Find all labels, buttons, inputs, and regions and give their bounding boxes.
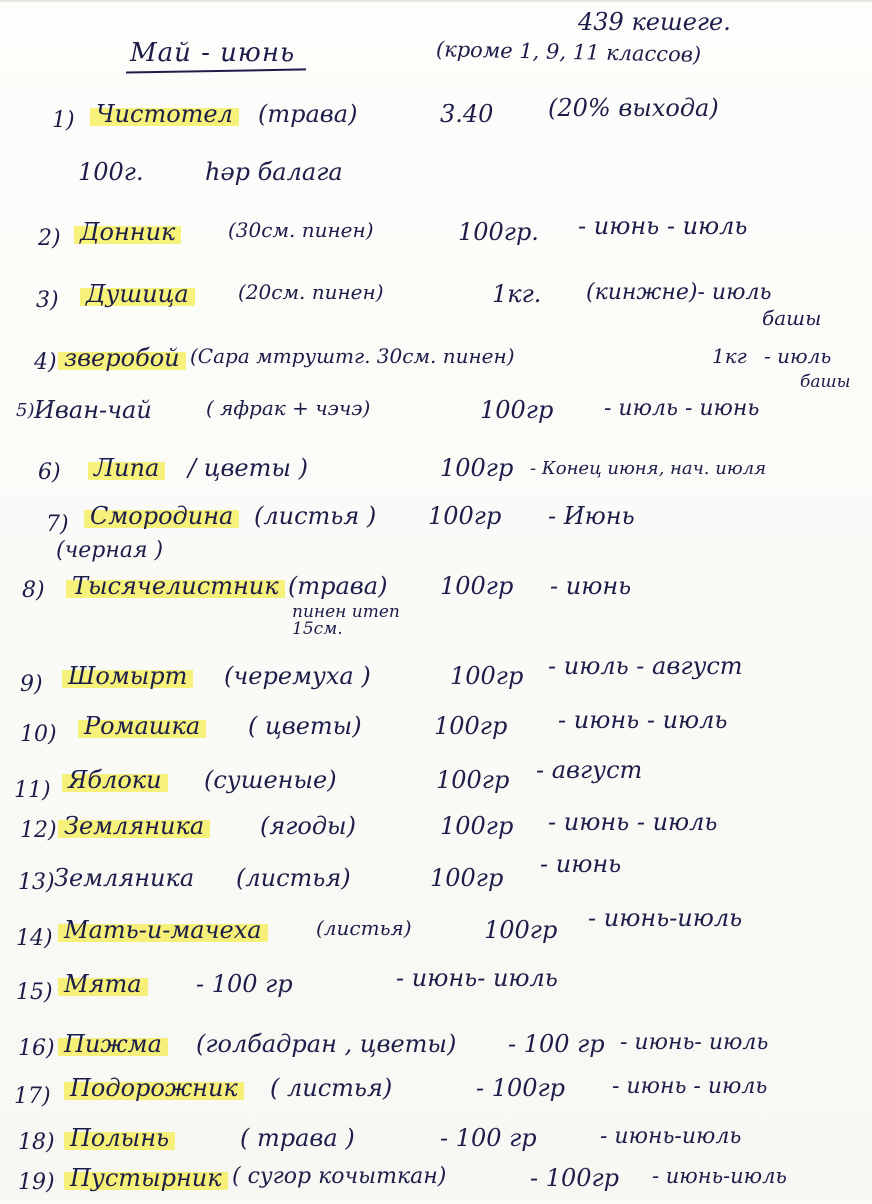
item-number: 19) — [18, 1170, 55, 1195]
collection-period: - июнь- июль — [396, 964, 558, 992]
collection-period: - июль - июнь — [604, 396, 760, 421]
list-item — [0, 212, 872, 258]
item-number: 5) — [16, 400, 35, 421]
item-number: 4) — [34, 350, 57, 375]
plant-name: Мята — [58, 970, 148, 998]
collection-period: - Июнь — [548, 502, 635, 530]
classes-note: (кроме 1, 9, 11 классов) — [435, 37, 702, 67]
plant-part: ( трава ) — [240, 1124, 355, 1152]
plant-part: (сушеные) — [204, 766, 337, 794]
plant-name: Мать-и-мачеха — [58, 916, 268, 944]
amount: 1кг — [712, 344, 747, 368]
collection-period: - июнь-июль — [600, 1124, 742, 1149]
plant-name: Земляника — [54, 864, 195, 892]
collection-period: - июнь - июль — [578, 212, 748, 240]
collection-period: - июнь-июль — [588, 904, 743, 932]
note-text: 100г. — [78, 158, 144, 186]
collection-period: - июнь - июль — [548, 808, 718, 836]
list-item — [0, 652, 872, 702]
plant-part: (30см. пинен) — [228, 218, 374, 242]
item-number: 14) — [16, 926, 53, 951]
list-item — [0, 454, 872, 494]
plant-part: (листья) — [236, 864, 351, 892]
item-number: 18) — [18, 1130, 55, 1155]
list-item — [0, 344, 872, 392]
plant-name: Пустырник — [64, 1164, 228, 1192]
list-item — [0, 1124, 872, 1164]
plant-name: Земляника — [58, 812, 210, 840]
list-item — [0, 756, 872, 806]
collection-period: - Конец июня, нач. июля — [530, 458, 767, 479]
collection-period: - июль - август — [548, 652, 743, 680]
plant-name: Пижма — [58, 1030, 168, 1058]
plant-name: Полынь — [64, 1124, 175, 1152]
amount: 100гр — [428, 502, 502, 530]
amount: - 100гр — [530, 1164, 620, 1192]
plant-variety-note: (черная ) — [56, 538, 164, 563]
plant-name: Душица — [80, 280, 195, 308]
plant-name: Шомырт — [62, 662, 193, 690]
item-number: 6) — [38, 460, 61, 485]
item-number: 1) — [52, 108, 75, 133]
amount: 100гр — [436, 766, 510, 794]
collection-period: - июнь-июль — [652, 1164, 787, 1188]
list-item — [0, 502, 872, 563]
amount: - 100гр — [476, 1074, 566, 1102]
amount: - 100 гр — [440, 1124, 537, 1152]
collection-period: - август — [536, 756, 643, 784]
list-item — [0, 94, 872, 140]
list-item-continuation — [0, 158, 872, 198]
plant-part: / цветы ) — [188, 454, 308, 482]
item-number: 9) — [20, 672, 43, 697]
cutting-note: пинен итеп 15см. — [292, 602, 400, 639]
plant-name: Иван-чай — [34, 396, 152, 424]
list-item — [0, 808, 872, 852]
plant-part: (трава) — [258, 100, 358, 128]
amount: 100гр — [440, 572, 514, 600]
amount: 100гр — [430, 864, 504, 892]
collection-period: (кинжне)- июль — [586, 280, 772, 305]
list-item — [0, 396, 872, 436]
collection-period: - июнь- июль — [620, 1030, 769, 1055]
plant-part: ( листья) — [270, 1074, 393, 1102]
item-number: 10) — [20, 722, 57, 747]
note-text: һәр балага — [205, 158, 343, 186]
amount: 3.40 — [440, 100, 494, 128]
plant-name: Тысячелистник — [66, 572, 285, 600]
plant-name: Яблоки — [62, 766, 168, 794]
collection-period-note: башы — [762, 306, 822, 330]
item-number: 16) — [18, 1036, 55, 1061]
collection-period: - июль — [764, 344, 832, 368]
list-item — [0, 280, 872, 330]
item-number: 8) — [22, 578, 45, 603]
list-item — [0, 1164, 872, 1204]
amount: 100гр — [434, 712, 508, 740]
amount: 100гр — [440, 454, 514, 482]
collection-period: - июнь - июль — [558, 706, 728, 734]
plant-part: (листья ) — [254, 502, 377, 530]
plant-name: Липа — [88, 454, 165, 482]
collection-period: - июнь — [540, 850, 622, 878]
amount: 100гр. — [458, 218, 539, 246]
item-number: 3) — [36, 288, 59, 313]
total-count-note: 439 кешеге. — [578, 8, 731, 36]
plant-name: Чистотел — [90, 100, 239, 128]
collection-period: - июнь - июль — [612, 1074, 768, 1099]
item-number: 17) — [14, 1084, 51, 1109]
plant-part: ( сугор кочыткан) — [232, 1164, 447, 1189]
plant-name: Ромашка — [78, 712, 206, 740]
yield-note: (20% выхода) — [548, 94, 719, 122]
item-number: 2) — [38, 226, 61, 251]
plant-name: Донник — [74, 218, 181, 246]
list-item — [0, 572, 872, 639]
item-number: 13) — [18, 870, 55, 895]
collection-period-note: башы — [800, 372, 851, 392]
list-item — [0, 706, 872, 752]
amount: 1кг. — [492, 280, 542, 308]
plant-part: (Сара мтруштг. 30см. пинен) — [190, 344, 515, 368]
plant-part: (черемуха ) — [224, 662, 371, 690]
item-number: 15) — [16, 980, 53, 1005]
list-item — [0, 1030, 872, 1070]
plant-part: ( яфрак + чэчэ) — [206, 396, 371, 420]
plant-name: Подорожник — [64, 1074, 244, 1102]
plant-part: (ягоды) — [260, 812, 356, 840]
amount: 100гр — [440, 812, 514, 840]
list-item — [0, 904, 872, 956]
amount: - 100 гр — [508, 1030, 605, 1058]
plant-name: Смородина — [84, 502, 239, 530]
list-item — [0, 1074, 872, 1114]
amount: - 100 гр — [196, 970, 293, 998]
item-number: 7) — [46, 512, 69, 537]
plant-name: зверобой — [58, 344, 186, 372]
plant-part: (20см. пинен) — [238, 280, 384, 304]
plant-part: (голбадран , цветы) — [196, 1030, 457, 1058]
item-number: 11) — [14, 778, 51, 803]
plant-part: ( цветы) — [248, 712, 362, 740]
amount: 100гр — [484, 916, 558, 944]
collection-period: - июнь — [550, 572, 632, 600]
page-title: Май - июнь — [130, 38, 296, 68]
list-item — [0, 964, 872, 1010]
paper-edge — [0, 0, 872, 2]
plant-part: (листья) — [316, 916, 412, 940]
item-number: 12) — [20, 818, 57, 843]
list-item — [0, 850, 872, 904]
amount: 100гр — [480, 396, 554, 424]
amount: 100гр — [450, 662, 524, 690]
plant-part: (трава) — [288, 572, 388, 600]
